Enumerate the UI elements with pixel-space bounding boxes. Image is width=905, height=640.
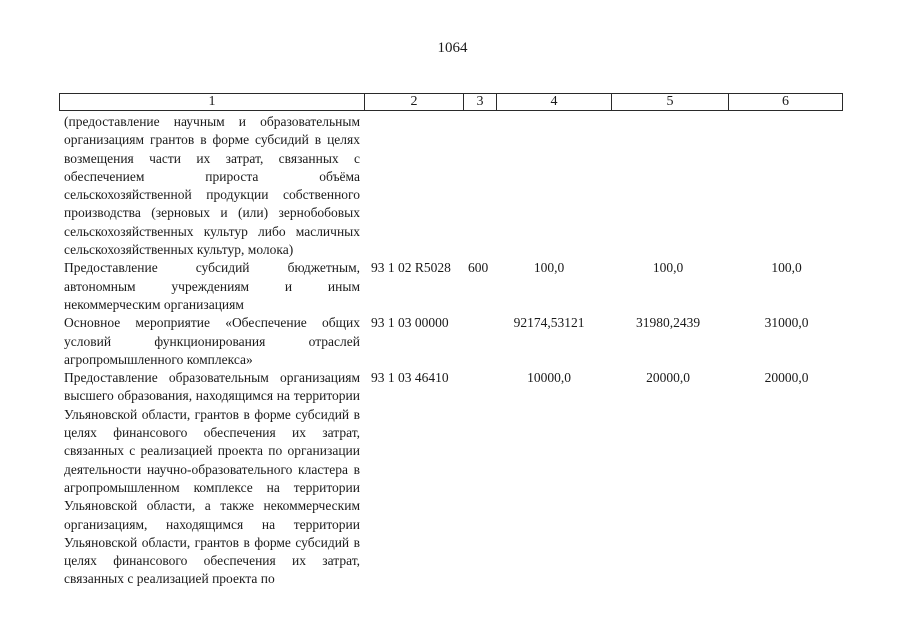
row-value-col-5: 100,0	[652, 260, 684, 276]
row-value-col-6: 31000,0	[764, 315, 809, 331]
row-code: 93 1 03 46410	[371, 370, 449, 386]
row-value-col-6: 20000,0	[764, 370, 809, 386]
table-header-col-6: 6	[782, 94, 789, 109]
row-expense-type: 600	[468, 260, 489, 276]
page-number: 1064	[437, 40, 468, 56]
table-header-col-5: 5	[612, 94, 729, 110]
row-code: 93 1 03 00000	[371, 315, 449, 331]
table-header-col-4: 4	[497, 94, 612, 110]
table-header-row	[59, 93, 843, 111]
row-description: Предоставление субсидий бюджетным, автономным учреждениям и иным некоммерческим организациям	[64, 260, 360, 312]
row-description: Основное мероприятие «Обеспечение общих условий функционирования отраслей агропромышленного комплекса»	[64, 315, 360, 367]
table-body	[64, 113, 854, 589]
row-code: 93 1 02 R5028	[371, 260, 451, 276]
table-header-col-1: 1	[60, 94, 365, 110]
row-value-col-6: 100,0	[771, 260, 802, 276]
table-header-col-3: 3	[464, 94, 497, 110]
table-row	[64, 314, 854, 369]
row-value-col-4: 92174,53121	[513, 315, 585, 331]
table-row	[64, 259, 854, 314]
row-description: (предоставление научным и образовательным организациям грантов в форме субсидий в целях возмещения части их затрат, связанных с обеспечением прироста объёма сельскохозяйственной продукции собственного производства (зерновых и (или) зернобобовых сельскохозяйственных культур либо масличных сельскохозяйственных культур, молока)	[64, 114, 360, 258]
row-description: Предоставление образовательным организациям высшего образования, находящимся на территории Ульяновской области, грантов в форме субсидий в целях финансового обеспечения их затрат, связанных с реализацией проекта по организации деятельности научно-образовательного кластера в агропромышленном комплексе на территории Ульяновской области, а также некоммерческим организациям, находящимся на территории Ульяновской области, грантов в форме субсидий в целях финансового обеспечения их затрат, связанных с реализацией проекта по	[64, 370, 360, 587]
row-value-col-5: 31980,2439	[635, 315, 701, 331]
table-row	[64, 369, 854, 589]
row-value-col-4: 10000,0	[527, 370, 571, 386]
row-value-col-5: 20000,0	[646, 370, 690, 386]
table-header-col-2: 2	[365, 94, 464, 110]
table-row	[64, 113, 854, 259]
row-value-col-4: 100,0	[533, 260, 565, 276]
